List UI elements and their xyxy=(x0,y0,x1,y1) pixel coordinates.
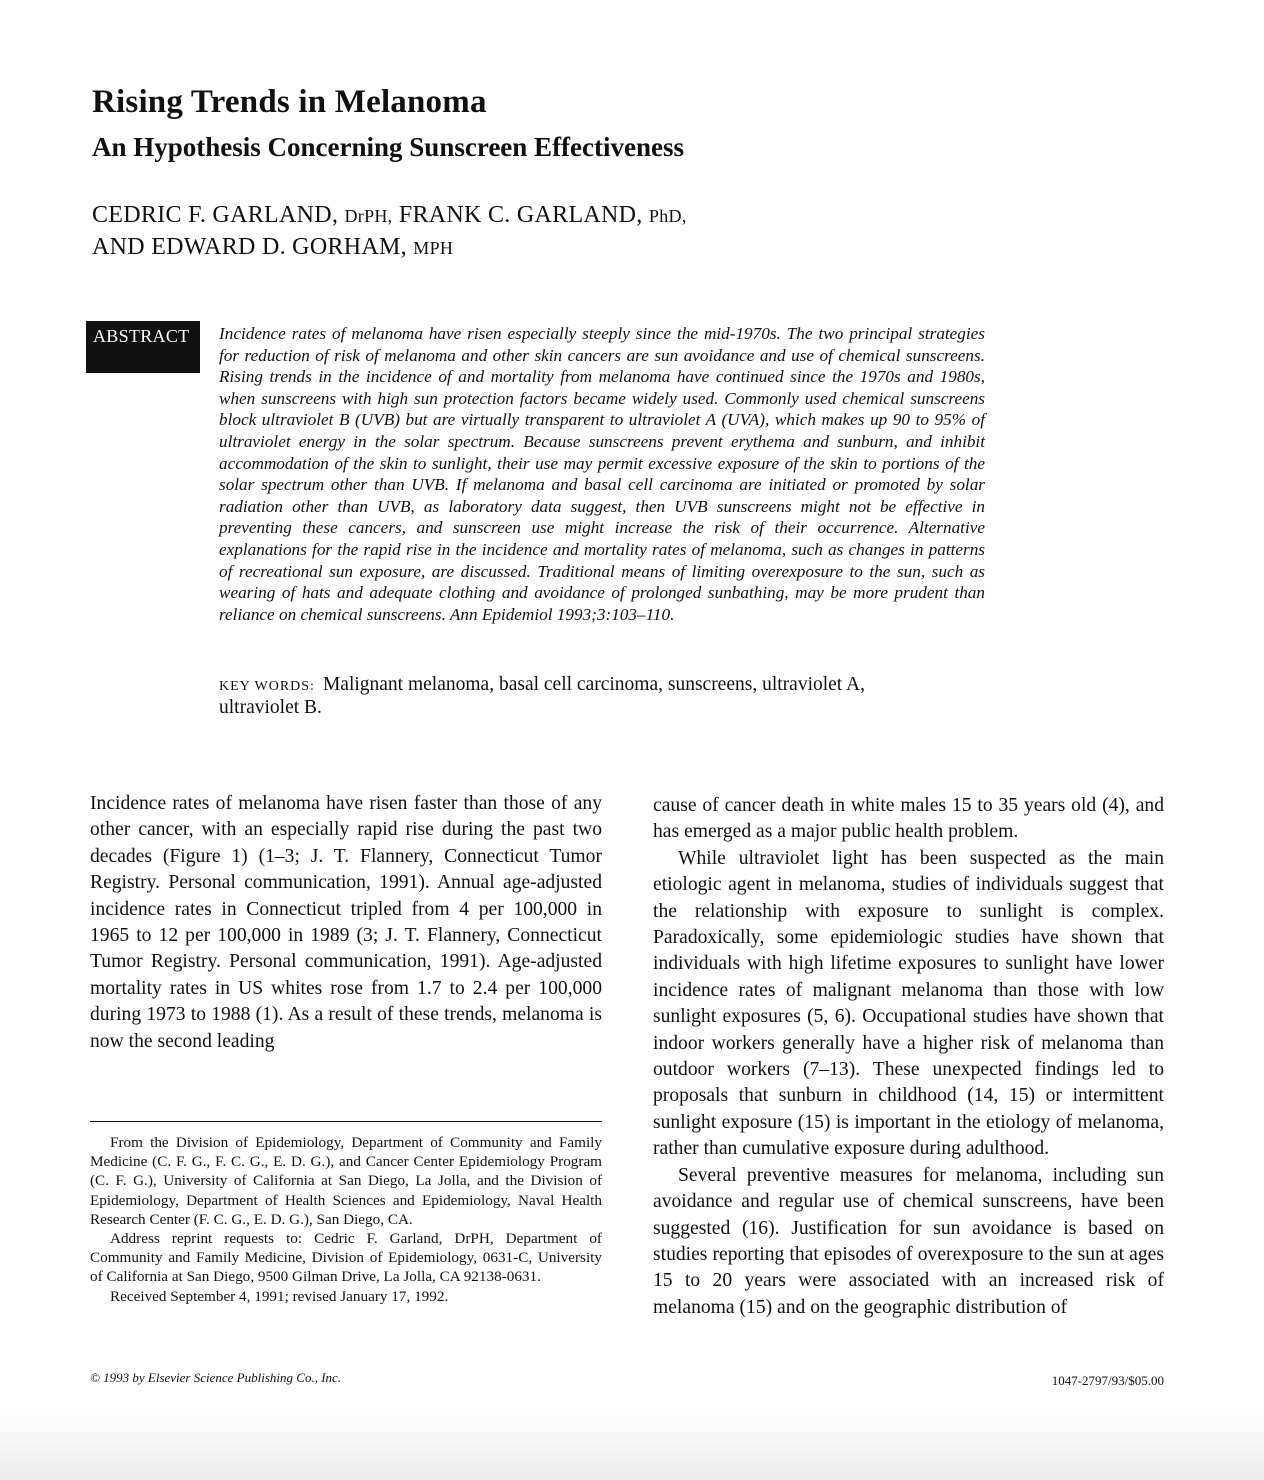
body-right-paragraph-1: cause of cancer death in white males 15 to 35 years old (4), and has emerged as a major public health problem. xyxy=(653,795,1164,843)
copyright-notice: © 1993 by Elsevier Science Publishing Co., Inc. xyxy=(90,1370,342,1385)
paper-subtitle: An Hypothesis Concerning Sunscreen Effectiveness xyxy=(92,132,685,162)
author-list xyxy=(92,200,892,264)
abstract-label: ABSTRACT xyxy=(86,321,200,373)
keywords xyxy=(219,674,939,718)
footnote-reprint-address: Address reprint requests to: Cedric F. Garland, DrPH, Department of Community and Family Medicine, Division of Epidemiology, 0631-C, University of California at San Diego, 9500 Gilman Drive, La Jolla, CA 92138-0631. xyxy=(90,1230,602,1286)
footnote-affiliation: From the Division of Epidemiology, Department of Community and Family Medicine (C. F. G., F. C. G., E. D. G.), and Cancer Center Epidemiology Program (C. F. G.), University of California at San Diego, La Jolla, and the Division of Epidemiology, Department of Health Sciences and Epidemiology, Naval Health Research Center (F. C. G., E. D. G.), San Diego, CA. xyxy=(90,1134,602,1228)
body-right-paragraph-2: While ultraviolet light has been suspected as the main etiologic agent in melanoma, studies of individuals suggest that the relationship with exposure to sunlight is complex. Paradoxically, some epidemiologic studies have shown that individuals with high lifetime exposures to sunlight have lower incidence rates of malignant melanoma than those with low sunlight exposures (5, 6). Occupational studies have shown that indoor workers generally have a higher risk of melanoma than outdoor workers (7–13). These unexpected findings led to proposals that sunburn in childhood (14, 15) or intermittent sunlight exposure (15) is important in the etiology of melanoma, rather than cumulative exposure during adulthood. xyxy=(653,847,1164,1160)
author-3-degree: MPH xyxy=(413,238,454,258)
footnote-received-dates: Received September 4, 1991; revised January 17, 1992. xyxy=(110,1287,449,1305)
author-2-degree: PhD, xyxy=(648,206,687,226)
author-1-name: CEDRIC F. GARLAND, xyxy=(92,202,339,228)
paper-title: Rising Trends in Melanoma xyxy=(92,84,487,120)
keywords-label: KEY WORDS: xyxy=(219,679,315,694)
author-1-degree: DrPH, xyxy=(344,206,393,226)
body-right-paragraph-3: Several preventive measures for melanoma, including sun avoidance and regular use of chemical sunscreens, have been suggested (16). Justification for sun avoidance is based on studies reporting that episodes of overexposure to the sun at ages 15 to 20 years were associated with an increased risk of melanoma (15) and on the geographic distribution of xyxy=(653,1164,1164,1318)
page-edge-shadow xyxy=(0,1410,1264,1480)
abstract-text: Incidence rates of melanoma have risen especially steeply since the mid-1970s. The two principal strategies for reduction of risk of melanoma and other skin cancers are sun avoidance and use of chemical sunscreens. Rising trends in the incidence of and mortality from melanoma have continued since the 1970s and 1980s, when sunscreens with high sun protection factors became widely used. Commonly used chemical sunscreens block ultraviolet B (UVB) but are virtually transparent to ultraviolet A (UVA), which makes up 90 to 95% of ultraviolet energy in the solar spectrum. Because sunscreens prevent erythema and sunburn, and inhibit accommodation of the skin to sunlight, their use may permit excessive exposure of the skin to portions of the solar spectrum other than UVB. If melanoma and basal cell carcinoma are initiated or promoted by solar radiation other than UVB, as laboratory data suggest, then UVB sunscreens might not be effective in preventing these cancers, and sunscreen use might increase the risk of their occurrence. Alternative explanations for the rapid rise in the incidence and mortality rates of melanoma, such as changes in patterns of recreational sun exposure, are discussed. Traditional means of limiting overexposure to the sun, such as wearing of hats and adequate clothing and avoidance of prolonged sunbathing, may be more prudent than reliance on chemical sunscreens. Ann Epidemiol 1993;3:103–110. xyxy=(219,324,985,624)
author-3-name: AND EDWARD D. GORHAM, xyxy=(92,234,407,260)
footnotes xyxy=(90,1133,602,1306)
author-2-name: FRANK C. GARLAND, xyxy=(398,202,643,228)
issn-code: 1047-2797/93/$05.00 xyxy=(1051,1373,1164,1388)
footnote-divider xyxy=(90,1121,602,1122)
keywords-text: Malignant melanoma, basal cell carcinoma, sunscreens, ultraviolet A, ultraviolet B. xyxy=(219,674,865,718)
body-right-column xyxy=(653,793,1164,1321)
body-left-paragraph: Incidence rates of melanoma have risen faster than those of any other cancer, with an especially rapid rise during the past two decades (Figure 1) (1–3; J. T. Flannery, Connecticut Tumor Registry. Personal communication, 1991). Annual age-adjusted incidence rates in Connecticut tripled from 4 per 100,000 in 1965 to 12 per 100,000 in 1989 (3; J. T. Flannery, Connecticut Tumor Registry. Personal communication, 1991). Age-adjusted mortality rates in US whites rose from 1.7 to 2.4 per 100,000 during 1973 to 1988 (1). As a result of these trends, melanoma is now the second leading xyxy=(90,793,602,1052)
